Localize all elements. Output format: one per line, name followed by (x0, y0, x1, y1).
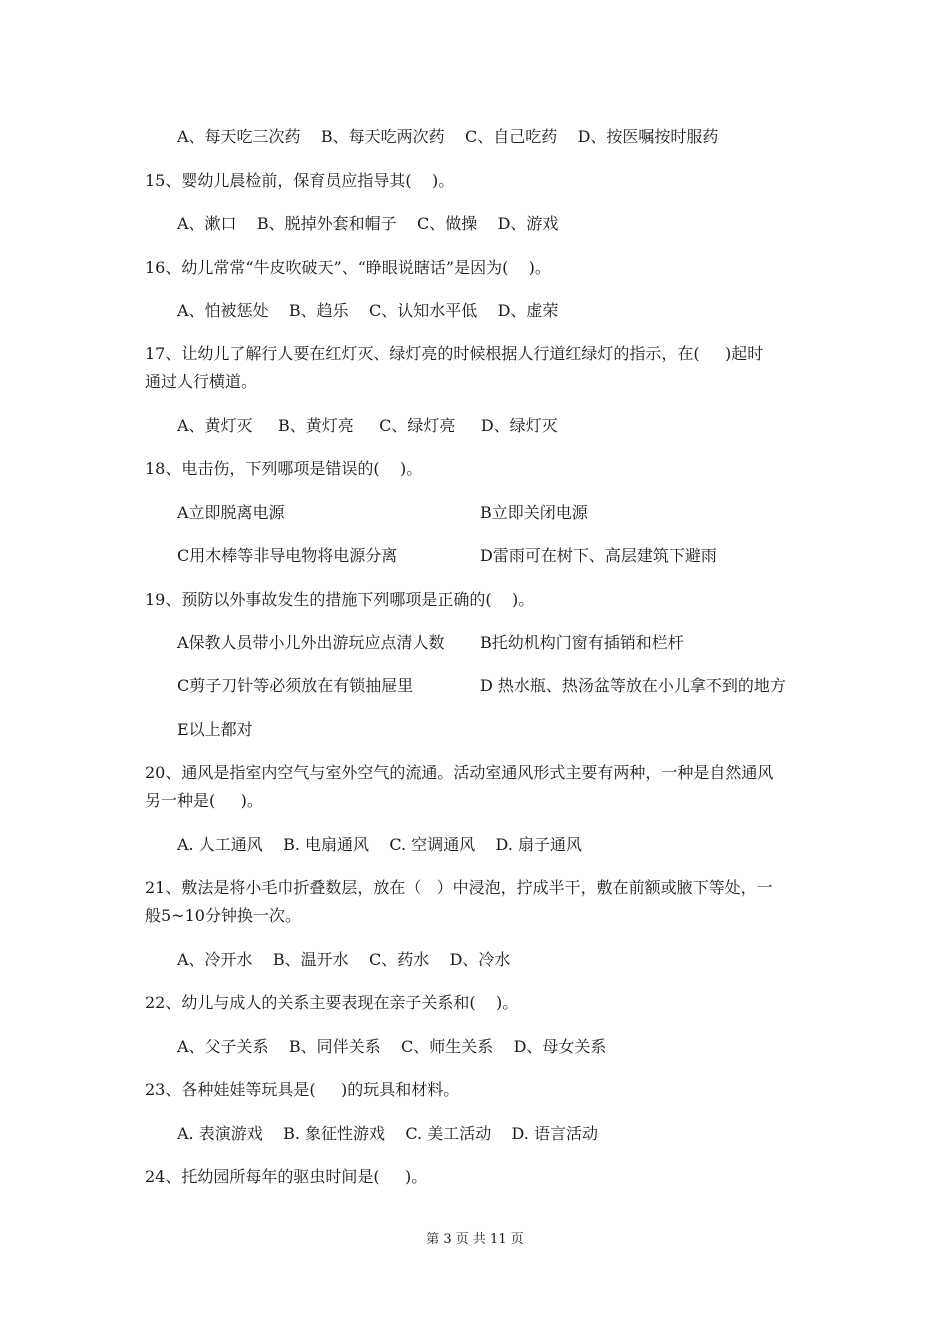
q16-options: A、怕被惩处 B、趋乐 C、认知水平低 D、虚荣 (177, 301, 559, 320)
q15-options: A、漱口 B、脱掉外套和帽子 C、做操 D、游戏 (177, 214, 559, 233)
question-20-line1: 20、通风是指室内空气与室外空气的流通。活动室通风形式主要有两种，一种是自然通风 (145, 763, 774, 782)
q19-option-c: C剪子刀针等必须放在有锁抽屉里 (177, 676, 414, 695)
q20-options: A. 人工通风 B. 电扇通风 C. 空调通风 D. 扇子通风 (177, 835, 582, 854)
page-footer: 第 3 页 共 11 页 (426, 1232, 524, 1247)
question-23: 23、各种娃娃等玩具是( )的玩具和材料。 (145, 1080, 460, 1099)
question-16: 16、幼儿常常“牛皮吹破天”、“睁眼说瞎话”是因为( )。 (145, 258, 551, 277)
question-17-line2: 通过人行横道。 (145, 372, 258, 391)
q19-option-d: D 热水瓶、热汤盆等放在小儿拿不到的地方 (480, 676, 786, 695)
question-24: 24、托幼园所每年的驱虫时间是( )。 (145, 1167, 428, 1186)
question-20-line2: 另一种是( )。 (145, 791, 263, 810)
question-18: 18、电击伤，下列哪项是错误的( )。 (145, 459, 423, 478)
q19-option-a: A保教人员带小儿外出游玩应点清人数 (177, 633, 445, 652)
q22-options: A、父子关系 B、同伴关系 C、师生关系 D、母女关系 (177, 1037, 607, 1056)
q21-options: A、冷开水 B、温开水 C、药水 D、冷水 (177, 950, 511, 969)
q18-option-b: B立即关闭电源 (480, 503, 588, 522)
q18-option-a: A立即脱离电源 (177, 503, 285, 522)
question-15: 15、婴幼儿晨检前，保育员应指导其( )。 (145, 171, 455, 190)
q17-options: A、黄灯灭 B、黄灯亮 C、绿灯亮 D、绿灯灭 (177, 416, 558, 435)
question-21-line1: 21、敷法是将小毛巾折叠数层，放在（ ）中浸泡，拧成半干，敷在前额或腋下等处，一 (145, 878, 773, 897)
q19-option-b: B托幼机构门窗有插销和栏杆 (480, 633, 684, 652)
question-21-line2: 般5~10分钟换一次。 (145, 906, 301, 925)
question-17-line1: 17、让幼儿了解行人要在红灯灭、绿灯亮的时候根据人行道红绿灯的指示，在( )起时 (145, 344, 764, 363)
question-22: 22、幼儿与成人的关系主要表现在亲子关系和( )。 (145, 993, 519, 1012)
q18-option-d: D雷雨可在树下、高层建筑下避雨 (480, 546, 717, 565)
q14-options: A、每天吃三次药 B、每天吃两次药 C、自己吃药 D、按医嘱按时服药 (177, 127, 719, 146)
q19-option-e: E以上都对 (177, 720, 253, 739)
q23-options: A. 表演游戏 B. 象征性游戏 C. 美工活动 D. 语言活动 (177, 1124, 598, 1143)
q18-option-c: C用木棒等非导电物将电源分离 (177, 546, 398, 565)
question-19: 19、预防以外事故发生的措施下列哪项是正确的( )。 (145, 590, 535, 609)
